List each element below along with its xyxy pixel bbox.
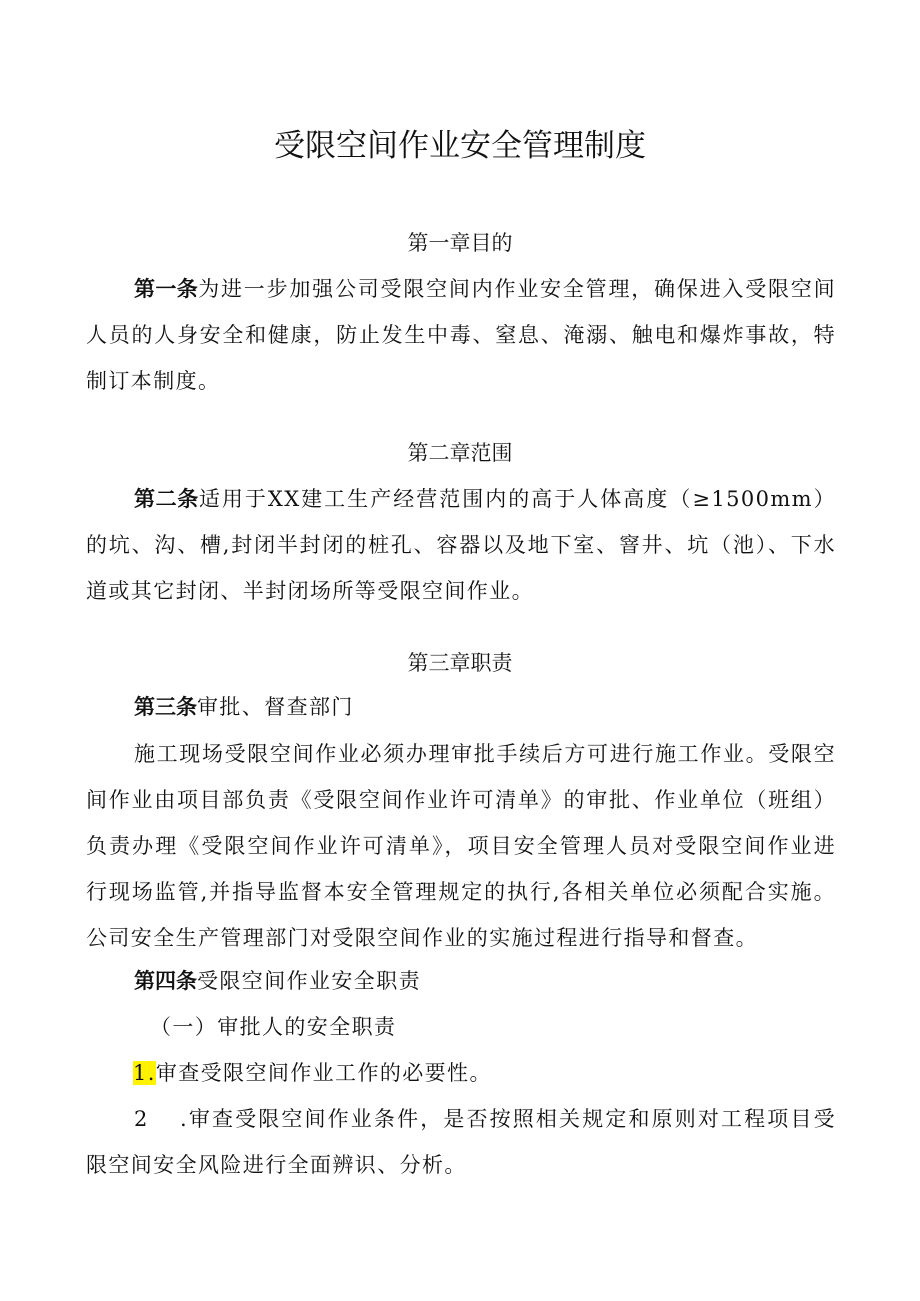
list-item-1: [133, 1050, 883, 1096]
chapter-2-heading: 第二章范围: [407, 441, 513, 465]
list-item-2-number: 2: [134, 1107, 149, 1131]
article-3: [86, 684, 836, 730]
article-2-text: 适用于XX建工生产经营范围内的高于人体高度（≥1500mm）的坑、沟、槽,封闭半封闭的桩孔、容器以及地下室、窨井、坑（池）、下水道或其它封闭、半封闭场所等受限空间作业。: [86, 487, 836, 603]
subsection-1-heading: （一）审批人的安全职责: [150, 1015, 397, 1039]
article-2: [86, 476, 836, 614]
list-item-1-number: 1.: [133, 1061, 156, 1085]
list-item-2-text: .审查受限空间作业条件，是否按照相关规定和原则对工程项目受限空间安全风险进行全面辨识、分析。: [86, 1107, 836, 1177]
article-3-body: 施工现场受限空间作业必须办理审批手续后方可进行施工作业。受限空间作业由项目部负责《受限空间作业许可清单》的审批、作业单位（班组）负责办理《受限空间作业许可清单》，项目安全管理人员对受限空间作业进行现场监管,并指导监督本安全管理规定的执行,各相关单位必须配合实施。公司安全生产管理部门对受限空间作业的实施过程进行指导和督查。: [86, 742, 836, 950]
document-title: 受限空间作业安全管理制度: [274, 128, 646, 164]
article-4-text: 受限空间作业安全职责: [197, 969, 421, 993]
article-2-label: 第二条: [134, 487, 199, 511]
article-4-label: 第四条: [134, 969, 197, 993]
chapter-3-heading: 第三章职责: [407, 651, 513, 675]
article-3-label: 第三条: [134, 695, 197, 719]
list-item-1-text: 审查受限空间作业工作的必要性。: [155, 1061, 492, 1085]
chapter-1-heading: 第一章目的: [407, 231, 513, 255]
article-1: [86, 266, 836, 404]
article-1-label: 第一条: [134, 277, 199, 301]
list-item-2: [86, 1096, 836, 1188]
article-1-text: 为进一步加强公司受限空间内作业安全管理，确保进入受限空间人员的人身安全和健康，防止发生中毒、窒息、淹溺、触电和爆炸事故，特制订本制度。: [86, 277, 837, 393]
article-3-text: 审批、督查部门: [197, 695, 354, 719]
article-4: [86, 958, 836, 1004]
